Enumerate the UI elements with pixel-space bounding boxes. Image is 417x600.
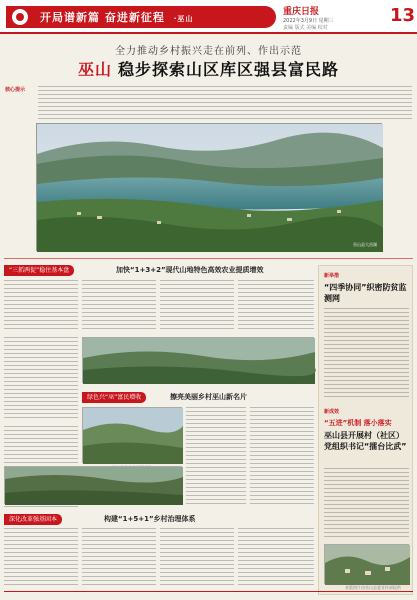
village-photo-1 xyxy=(83,338,315,384)
section3-col4 xyxy=(238,528,314,586)
section1-col4 xyxy=(238,280,314,332)
editor-credits: 责编 版式 美编 校对 xyxy=(283,25,328,31)
headline-place: 巫山 xyxy=(77,60,112,79)
sidebar-text-1 xyxy=(324,308,409,400)
sidebar-label-2: 新成效 xyxy=(324,409,340,415)
hero-photo xyxy=(36,123,382,251)
section2-col3 xyxy=(250,407,314,507)
article-headline xyxy=(0,57,417,80)
photo-2 xyxy=(82,407,182,463)
section-title-1: 加快“1+3+2”现代山地特色高效农业提质增效 xyxy=(116,266,264,274)
divider xyxy=(4,258,413,259)
section2-col2 xyxy=(186,407,246,507)
photo-3 xyxy=(4,466,182,504)
article-subhead: 全力推动乡村振兴走在前列、作出示范 xyxy=(115,46,302,57)
section1-col1b xyxy=(4,337,78,421)
core-tip-tag: 核心提示 xyxy=(5,87,26,93)
page-footer-rule xyxy=(4,591,413,592)
sidebar-text-2 xyxy=(324,468,409,538)
section1-col1 xyxy=(4,280,78,332)
photo-1 xyxy=(82,337,314,383)
section3-col2 xyxy=(82,528,156,586)
section-pill-1: “三抓两促”稳住基本盘 xyxy=(4,265,74,276)
section-title-3: 构建“1+5+1”乡村治理体系 xyxy=(104,515,196,523)
section3-col3 xyxy=(160,528,234,586)
section-head-1 xyxy=(4,265,314,276)
lead-paragraph xyxy=(38,86,412,120)
sidebar-panel xyxy=(318,265,413,595)
section-head-3 xyxy=(4,514,314,525)
mountain-village-photo xyxy=(325,545,410,585)
section1-col3 xyxy=(160,280,234,332)
photo-credit: 本版图片由巫山县委宣传部提供 xyxy=(345,585,401,590)
page-header xyxy=(0,0,417,34)
reservoir-landscape-image xyxy=(37,124,383,252)
sidebar-photo xyxy=(324,544,409,584)
sidebar-title-2: “五进”机制 落小落实 xyxy=(324,419,392,427)
issue-date: 2022年3月9日 星期三 xyxy=(283,18,334,24)
section1-col2 xyxy=(82,280,156,332)
sidebar-title-1: “四季协同”织密防贫监测网 xyxy=(324,283,407,303)
paper-name: 重庆日报 xyxy=(283,7,320,17)
headline-text: 稳步探索山区库区强县富民路 xyxy=(118,60,340,79)
section-title-2: 擦亮美丽乡村巫山新名片 xyxy=(170,393,247,401)
banner-title: 开局谱新篇 奋进新征程 ·巫山 xyxy=(40,11,194,24)
sidebar-label-1: 新举措 xyxy=(324,273,340,279)
terrace-photo xyxy=(5,467,183,505)
paper-logo-icon xyxy=(12,9,28,25)
orchard-photo xyxy=(83,408,183,464)
hero-caption: 巫山县大昌湖 xyxy=(353,242,377,247)
page-number: 13 xyxy=(390,5,416,26)
section-pill-3: 深化改革强基固本 xyxy=(4,514,62,525)
section3-col1 xyxy=(4,528,78,586)
section-pill-2: 绿色兴“巫”富民增收 xyxy=(82,392,146,403)
section-head-2 xyxy=(82,392,312,403)
sidebar-title-3: 巫山县开展村（社区）党组织书记“擂台比武” xyxy=(324,431,407,451)
